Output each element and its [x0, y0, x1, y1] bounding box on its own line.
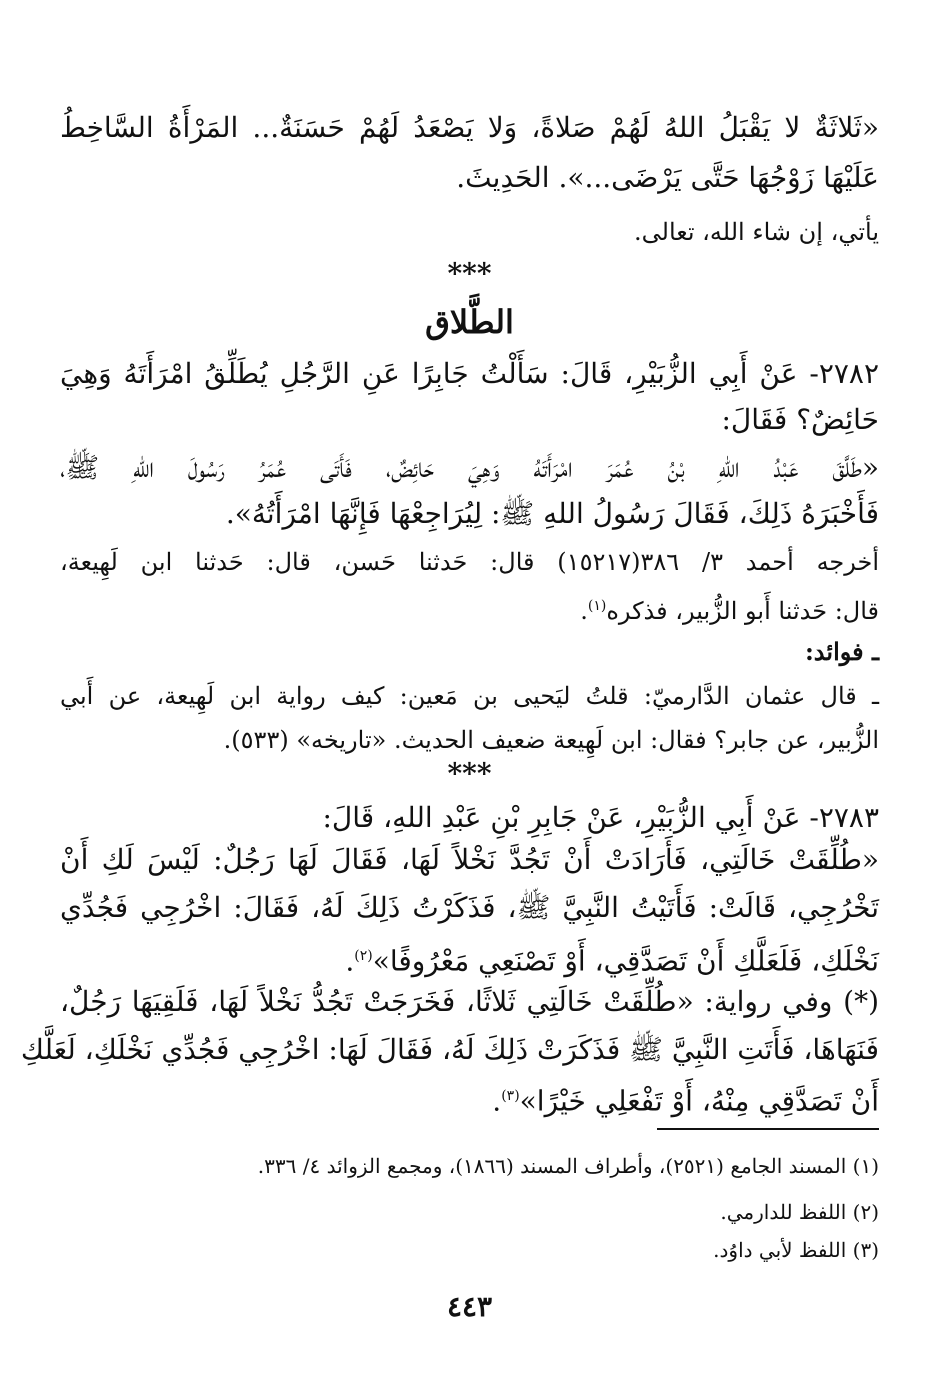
- text-line-11: ـ قال عثمان الدَّارميّ: قلتُ ليَحيى بن مَعين: كيف رواية ابن لَهِيعة، عن أَبي: [60, 682, 879, 710]
- text-line-1: «ثَلاثَةٌ لا يَقْبَلُ اللهُ لَهُمْ صَلاةً، وَلا يَصْعَدُ لَهُمْ حَسَنَةٌ... المَرْأَةُ السَّاخِطُ: [60, 111, 879, 144]
- footnote-1: (١) المسند الجامع (٢٥٢١)، وأطراف المسند (١٨٦٦)، ومجمع الزوائد ٤/ ٣٣٦.: [257, 1154, 879, 1178]
- separator-stars-2: ***: [447, 757, 492, 790]
- text-line-13: ٢٧٨٣- عَنْ أَبِي الزُّبَيْرِ، عَنْ جَابِرِ بْنِ عَبْدِ اللهِ، قَالَ:: [322, 801, 879, 834]
- section-heading: الطَّلاق: [425, 303, 514, 341]
- text-line-14: «طُلِّقَتْ خَالَتِي، فَأَرَادَتْ أَنْ تَجُدَّ نَخْلاً لَهَا، فَقَالَ لَهَا رَجُلٌ: لَيْسَ لَكِ أَنْ: [60, 843, 879, 876]
- footnote-ref-2: (٢): [354, 948, 373, 964]
- footnote-2: (٢) اللفظ للدارمي.: [720, 1200, 879, 1224]
- text-line-9-period: .: [580, 597, 588, 625]
- text-line-18: فَنَهَاهَا، فَأَتَتِ النَّبِيَّ ﷺ فَذَكَرَتْ ذَلِكَ لَهُ، فَقَالَ لَهَا: اخْرُجِي فَجُدِّي نَخْلَكِ، لَعَلَّكِ: [20, 1033, 879, 1066]
- separator-stars-1: ***: [447, 257, 492, 290]
- text-line-7: فَأَخْبَرَهُ ذَلِكَ، فَقَالَ رَسُولُ اللهِ ﷺ: لِيُرَاجِعْهَا فَإِنَّهَا امْرَأَتُهُ».: [225, 497, 879, 530]
- text-line-19-period: .: [492, 1084, 502, 1118]
- text-line-8: أخرجه أحمد ٣/ ٣٨٦(١٥٢١٧) قال: حَدثنا حَسن، قال: حَدثنا ابن لَهِيعة،: [60, 548, 880, 576]
- text-line-19-content: أَنْ تَصَدَّقِي مِنْهُ، أَوْ تَفْعَلِي خَيْرًا»: [519, 1084, 879, 1118]
- text-line-16-period: .: [345, 944, 355, 978]
- footnote-ref-1: (١): [587, 598, 607, 614]
- footnote-ref-3: (٣): [501, 1088, 520, 1104]
- page-number: ٤٤٣: [446, 1290, 493, 1323]
- text-line-4: ٢٧٨٢- عَنْ أَبِي الزُّبَيْرِ، قَالَ: سَأَلْتُ جَابِرًا عَنِ الرَّجُلِ يُطَلِّقُ امْرَأَتَهُ وَهِيَ: [60, 357, 879, 390]
- text-line-16-content: نَخْلَكِ، فَلَعَلَّكِ أَنْ تَصَدَّقِي، أَوْ تَصْنَعِي مَعْرُوفًا»: [372, 944, 879, 978]
- benefits-label: ـ فوائد:: [804, 637, 879, 666]
- text-line-9: [60, 584, 879, 633]
- text-line-17: (*) وفي رواية: «طُلِّقَتْ خَالَتِي ثَلاثًا، فَخَرَجَتْ تَجُدُّ نَخْلاً لَهَا، فَلَقِيَهَا رَجُلٌ،: [60, 985, 879, 1018]
- footnote-3: (٣) اللفظ لأبي داوُد.: [713, 1238, 879, 1262]
- text-line-9-content: قال: حَدثنا أَبو الزُّبير، فذكره: [606, 597, 879, 625]
- text-line-15: تَخْرُجِي، قَالَتْ: فَأَتَيْتُ النَّبِيَّ ﷺ، فَذَكَرْتُ ذَلِكَ لَهُ، فَقَالَ: اخْرُجِي فَجُدِّي: [60, 891, 879, 924]
- text-line-19: [60, 1074, 879, 1123]
- footnote-divider: [657, 1128, 879, 1130]
- text-line-3: يأتي، إن شاء الله، تعالى.: [634, 218, 879, 246]
- text-line-2: عَلَيْهَا زَوْجُهَا حَتَّى يَرْضَى...». الحَدِيثَ.: [456, 161, 879, 194]
- text-line-16: [60, 934, 879, 983]
- text-line-5: حَائِضٌ؟ فَقَالَ:: [721, 403, 879, 436]
- text-line-12: الزُّبير، عن جابر؟ فقال: ابن لَهِيعة ضعيف الحديث. «تاريخه» (٥٣٣).: [223, 726, 879, 754]
- text-line-6: «طَلَّقَ عَبْدُ اللهِ بْنُ عُمَرَ امْرَأَتَهُ وَهِيَ حَائِضٌ، فَأَتَى عُمَرُ رَسُولَ اللهِ ﷺ،: [60, 451, 879, 484]
